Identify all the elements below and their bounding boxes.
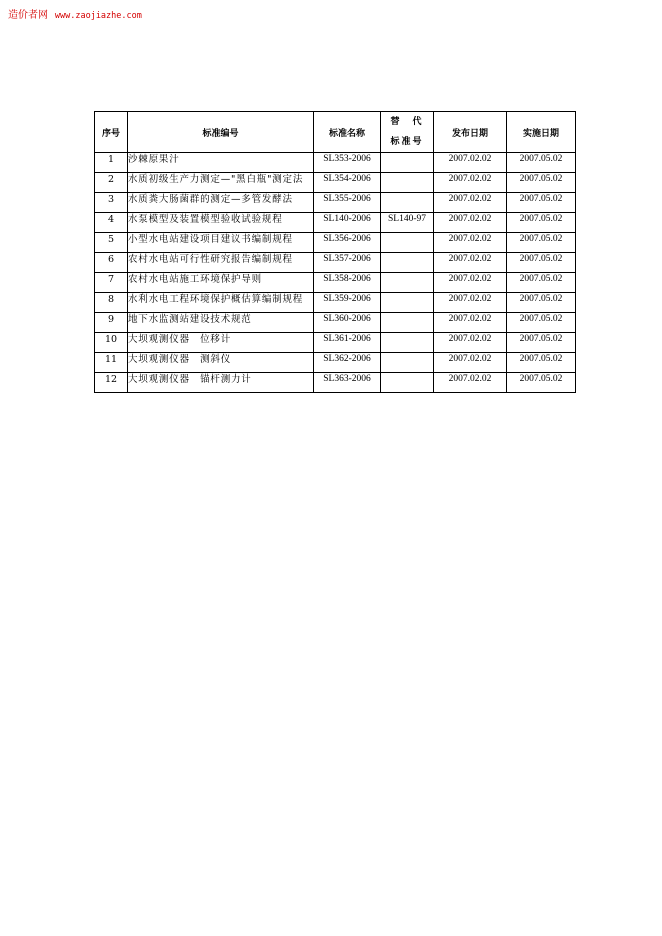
cell-index: 12 — [95, 373, 128, 393]
table-header-row — [95, 112, 576, 153]
cell-replaced-standard — [381, 333, 434, 353]
cell-replaced-standard — [381, 193, 434, 213]
table-row — [95, 373, 576, 393]
cell-standard-code: SL362-2006 — [314, 353, 381, 373]
cell-publish-date: 2007.02.02 — [434, 373, 507, 393]
cell-index: 7 — [95, 273, 128, 293]
cell-index: 8 — [95, 293, 128, 313]
table-row — [95, 193, 576, 213]
cell-standard-name: 大坝观测仪器 测斜仪 — [128, 353, 314, 373]
cell-standard-code: SL353-2006 — [314, 153, 381, 173]
cell-standard-name: 小型水电站建设项目建议书编制规程 — [128, 233, 314, 253]
cell-standard-code: SL140-2006 — [314, 213, 381, 233]
cell-standard-name: 水质粪大肠菌群的测定—多管发酵法 — [128, 193, 314, 213]
table-row — [95, 153, 576, 173]
cell-standard-name: 水质初级生产力测定—"黑白瓶"测定法 — [128, 173, 314, 193]
header-publish-date: 发布日期 — [434, 112, 507, 153]
cell-publish-date: 2007.02.02 — [434, 333, 507, 353]
cell-standard-name: 地下水监测站建设技术规范 — [128, 313, 314, 333]
standards-table — [94, 111, 576, 393]
watermark — [8, 6, 142, 21]
cell-implement-date: 2007.05.02 — [507, 253, 576, 273]
cell-replaced-standard — [381, 273, 434, 293]
cell-replaced-standard — [381, 293, 434, 313]
cell-publish-date: 2007.02.02 — [434, 253, 507, 273]
header-code: 标准编号 — [128, 112, 314, 153]
cell-implement-date: 2007.05.02 — [507, 273, 576, 293]
cell-standard-code: SL363-2006 — [314, 373, 381, 393]
table-row — [95, 273, 576, 293]
cell-publish-date: 2007.02.02 — [434, 293, 507, 313]
cell-index: 6 — [95, 253, 128, 273]
cell-index: 1 — [95, 153, 128, 173]
cell-implement-date: 2007.05.02 — [507, 193, 576, 213]
cell-publish-date: 2007.02.02 — [434, 273, 507, 293]
table-row — [95, 353, 576, 373]
header-implement-date: 实施日期 — [507, 112, 576, 153]
cell-replaced-standard — [381, 313, 434, 333]
cell-replaced-standard — [381, 373, 434, 393]
cell-standard-code: SL356-2006 — [314, 233, 381, 253]
header-replace — [381, 112, 434, 153]
cell-index: 3 — [95, 193, 128, 213]
header-index: 序号 — [95, 112, 128, 153]
cell-implement-date: 2007.05.02 — [507, 293, 576, 313]
cell-index: 10 — [95, 333, 128, 353]
table-row — [95, 253, 576, 273]
table-row — [95, 333, 576, 353]
cell-publish-date: 2007.02.02 — [434, 233, 507, 253]
cell-standard-name: 水利水电工程环境保护概估算编制规程 — [128, 293, 314, 313]
cell-publish-date: 2007.02.02 — [434, 213, 507, 233]
cell-implement-date: 2007.05.02 — [507, 353, 576, 373]
header-replace-line2: 标准号 — [390, 137, 424, 147]
table-row — [95, 293, 576, 313]
table-body — [95, 153, 576, 393]
cell-standard-code: SL357-2006 — [314, 253, 381, 273]
cell-implement-date: 2007.05.02 — [507, 213, 576, 233]
watermark-url: www.zaojiazhe.com — [54, 11, 142, 21]
cell-standard-code: SL354-2006 — [314, 173, 381, 193]
cell-publish-date: 2007.02.02 — [434, 353, 507, 373]
header-name: 标准名称 — [314, 112, 381, 153]
cell-replaced-standard — [381, 233, 434, 253]
cell-replaced-standard — [381, 173, 434, 193]
cell-replaced-standard — [381, 253, 434, 273]
cell-index: 9 — [95, 313, 128, 333]
table-row — [95, 213, 576, 233]
cell-replaced-standard: SL140-97 — [381, 213, 434, 233]
cell-index: 11 — [95, 353, 128, 373]
cell-standard-name: 沙棘原果汁 — [128, 153, 314, 173]
cell-implement-date: 2007.05.02 — [507, 313, 576, 333]
cell-standard-code: SL358-2006 — [314, 273, 381, 293]
cell-index: 5 — [95, 233, 128, 253]
cell-implement-date: 2007.05.02 — [507, 173, 576, 193]
cell-implement-date: 2007.05.02 — [507, 233, 576, 253]
cell-implement-date: 2007.05.02 — [507, 153, 576, 173]
cell-publish-date: 2007.02.02 — [434, 313, 507, 333]
cell-standard-name: 农村水电站可行性研究报告编制规程 — [128, 253, 314, 273]
cell-replaced-standard — [381, 153, 434, 173]
table-row — [95, 173, 576, 193]
header-replace-line1: 替 代 — [390, 117, 424, 127]
cell-standard-name: 大坝观测仪器 锚杆测力计 — [128, 373, 314, 393]
cell-implement-date: 2007.05.02 — [507, 333, 576, 353]
cell-standard-code: SL360-2006 — [314, 313, 381, 333]
cell-standard-name: 水泵模型及装置模型验收试验规程 — [128, 213, 314, 233]
cell-index: 4 — [95, 213, 128, 233]
cell-publish-date: 2007.02.02 — [434, 193, 507, 213]
table-row — [95, 233, 576, 253]
watermark-brand: 造价者网 — [8, 10, 48, 21]
cell-publish-date: 2007.02.02 — [434, 153, 507, 173]
table-row — [95, 313, 576, 333]
cell-publish-date: 2007.02.02 — [434, 173, 507, 193]
cell-standard-name: 大坝观测仪器 位移计 — [128, 333, 314, 353]
cell-standard-code: SL355-2006 — [314, 193, 381, 213]
cell-index: 2 — [95, 173, 128, 193]
cell-replaced-standard — [381, 353, 434, 373]
cell-implement-date: 2007.05.02 — [507, 373, 576, 393]
cell-standard-code: SL359-2006 — [314, 293, 381, 313]
cell-standard-code: SL361-2006 — [314, 333, 381, 353]
cell-standard-name: 农村水电站施工环境保护导则 — [128, 273, 314, 293]
